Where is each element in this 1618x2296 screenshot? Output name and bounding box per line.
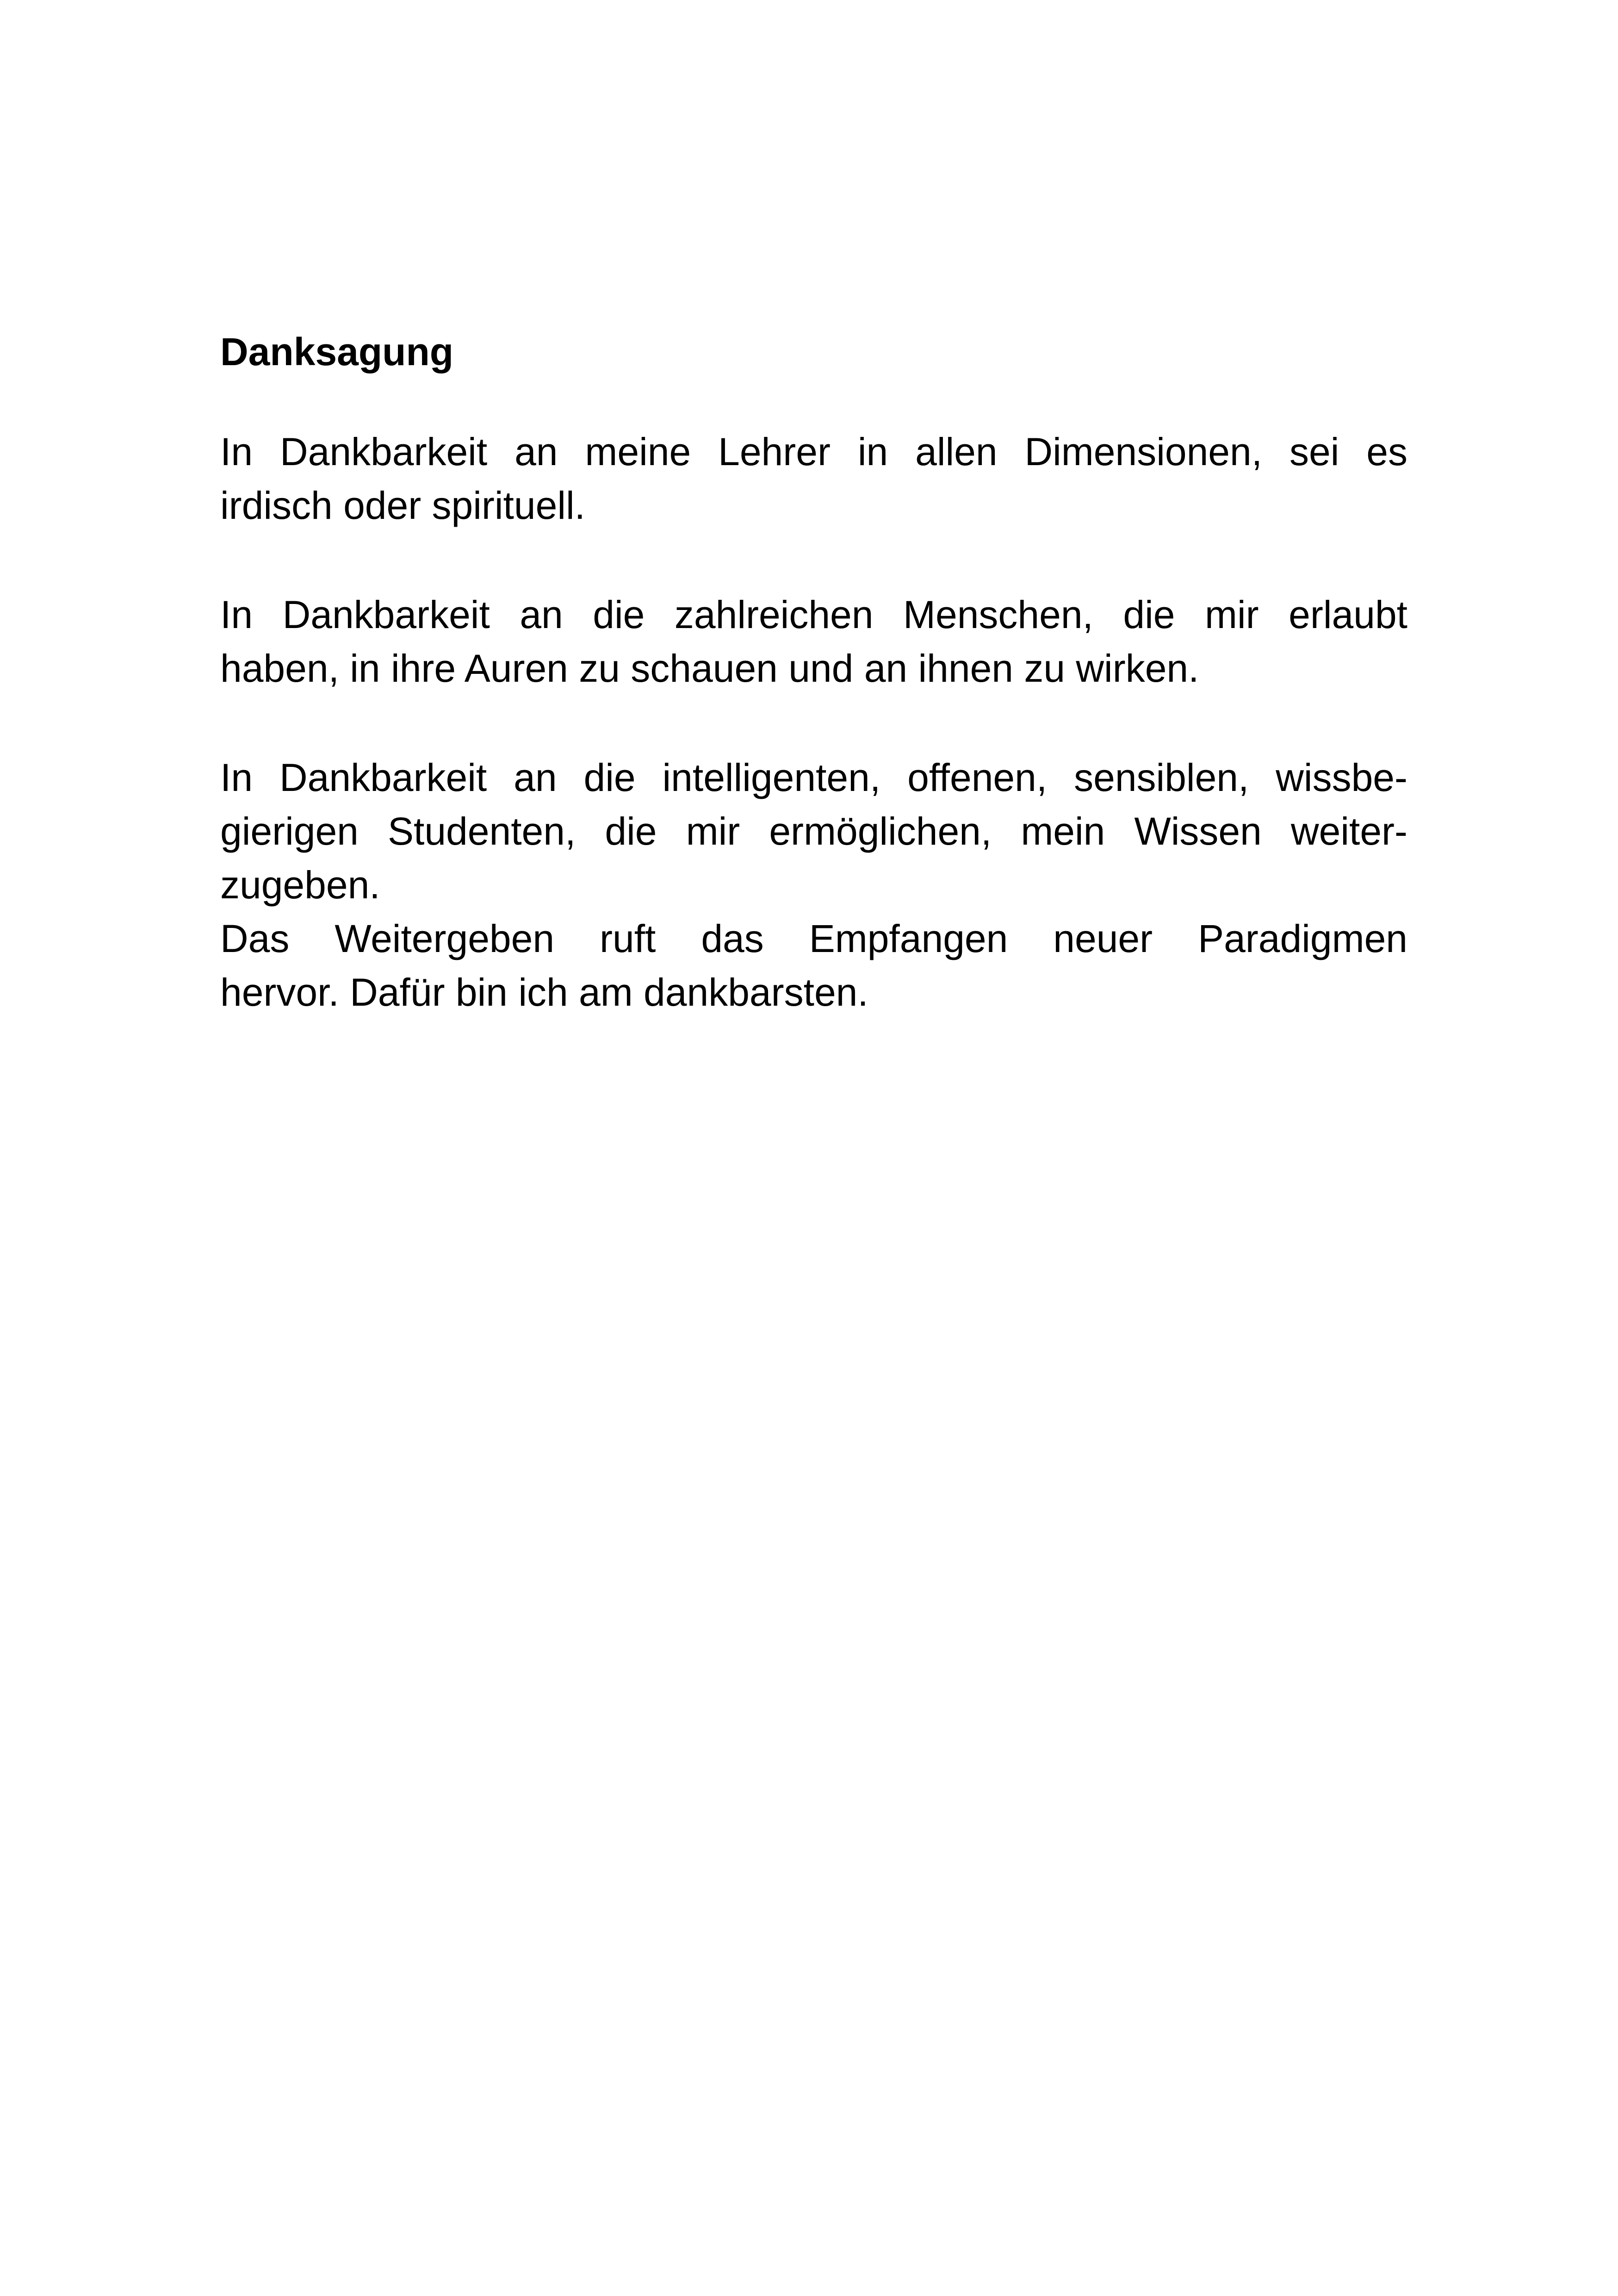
paragraph-passing-on: [220, 912, 1407, 1019]
text-line: Das Weitergeben ruft das Empfangen neuer Paradigmen: [220, 917, 1407, 960]
text-line: In Dankbarkeit an die zahlreichen Menschen, die mir erlaubt: [220, 593, 1407, 636]
paragraph-teachers: [220, 425, 1407, 532]
paragraph-people: [220, 588, 1407, 695]
text-line: In Dankbarkeit an meine Lehrer in allen Dimensionen, sei es: [220, 430, 1407, 473]
text-line: In Dankbarkeit an die intelligenten, offenen, sensiblen, wissbe-: [220, 756, 1407, 799]
paragraph-students: [220, 751, 1407, 912]
text-line: zugeben.: [220, 863, 380, 907]
document-body: [220, 324, 1407, 1019]
text-line: irdisch oder spirituell.: [220, 484, 585, 527]
page-title: Danksagung: [220, 330, 454, 373]
text-line: gierigen Studenten, die mir ermöglichen, mein Wissen weiter-: [220, 809, 1407, 853]
text-line: haben, in ihre Auren zu schauen und an ihnen zu wirken.: [220, 647, 1199, 690]
text-line: hervor. Dafür bin ich am dankbarsten.: [220, 971, 868, 1014]
